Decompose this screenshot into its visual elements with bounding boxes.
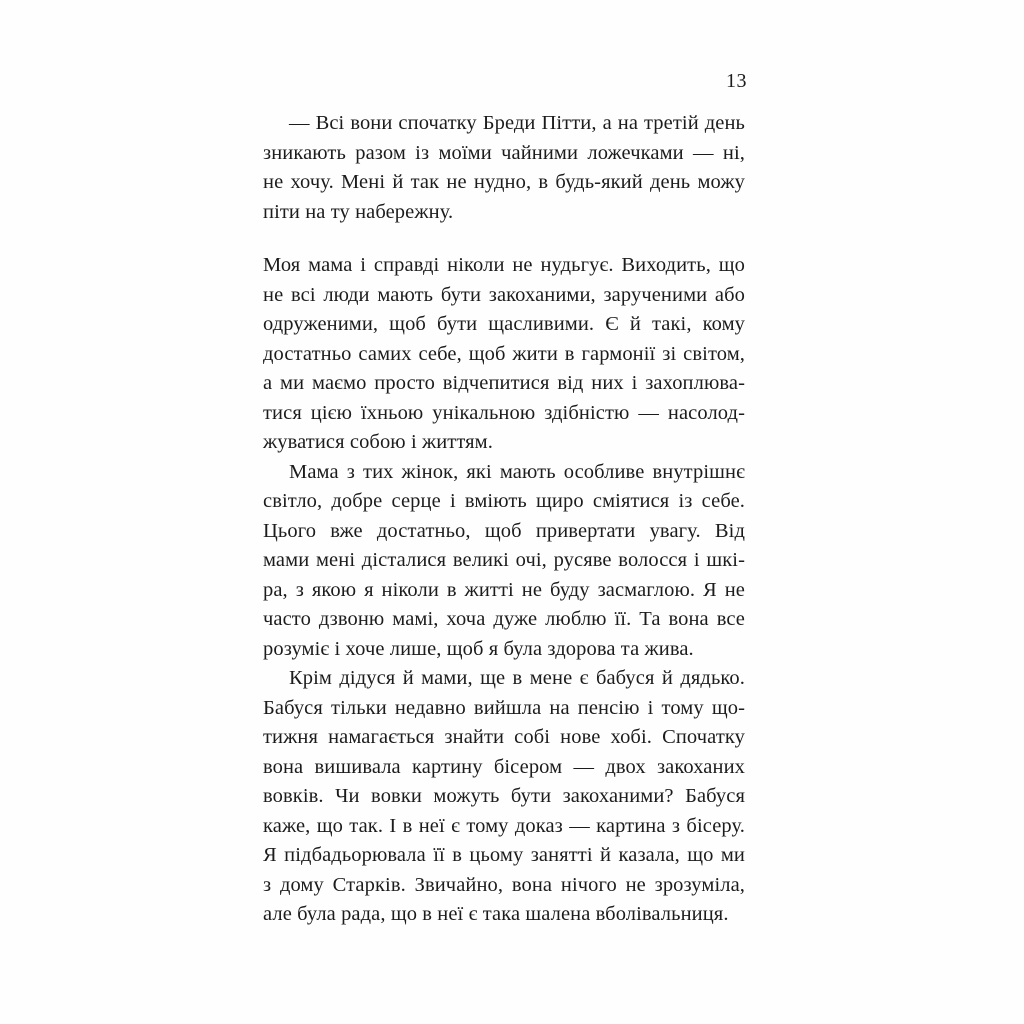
paragraph [263, 664, 745, 930]
text-line: каже, що так. І в неї є тому доказ — картина з бісеру. [263, 814, 745, 837]
text-line: тижня намагається знайти собі нове хобі. Спочатку [263, 726, 745, 748]
text-line: піти на ту набережну. [263, 200, 454, 223]
text-line: не хочу. Мені й так не нудно, в будь-який день можу [263, 171, 745, 193]
text-line: з дому Старків. Звичайно, вона нічого не зрозуміла, [263, 873, 745, 896]
text-column [263, 109, 745, 930]
text-line: Я підбадьорювала її в цьому занятті й казала, що ми [263, 844, 745, 866]
text-line: жуватися собою і життям. [263, 431, 493, 453]
text-line: Крім дідуся й мами, ще в мене є бабуся й дядько. [289, 667, 745, 689]
text-line: Цього вже достатньо, щоб привертати увагу. Від [263, 519, 745, 542]
paragraph [263, 109, 745, 227]
text-line: вовків. Чи вовки можуть бути закоханими? Бабуся [263, 785, 745, 807]
text-line: світло, добре серце і вміють щиро сміятися із себе. [263, 490, 745, 512]
paragraph [263, 458, 745, 665]
text-line: часто дзвоню мамі, хоча дуже люблю її. Та вона все [263, 608, 745, 630]
text-line: розуміє і хоче лише, щоб я була здорова та жива. [263, 637, 694, 660]
paragraph [263, 251, 745, 458]
text-line: не всі люди мають бути закоханими, зарученими або [263, 283, 745, 306]
text-line: ра, з якою я ніколи в житті не буду засмаглою. Я не [263, 578, 745, 601]
text-line: Мама з тих жінок, які мають особливе внутрішнє [289, 460, 745, 483]
text-line: а ми маємо просто відчепитися від них і захоплюва- [263, 372, 745, 394]
text-line: одруженими, щоб бути щасливими. Є й такі, кому [263, 313, 745, 335]
text-line: достатньо самих себе, щоб жити в гармонії зі світом, [263, 342, 745, 365]
text-line: мами мені дісталися великі очі, русяве волосся і шкі- [263, 549, 745, 571]
text-line: — Всі вони спочатку Бреди Пітти, а на третій день [289, 112, 745, 134]
text-line: вона вишивала картину бісером — двох закоханих [263, 755, 745, 778]
text-line: Бабуся тільки недавно вийшла на пенсію і тому що- [263, 696, 745, 719]
text-line: Моя мама і справді ніколи не нудьгує. Виходить, що [263, 254, 745, 276]
text-line: тися цією їхньою унікальною здібністю — насолод- [263, 401, 745, 424]
text-line: але була рада, що в неї є така шалена вболівальниця. [263, 903, 729, 925]
page-number: 13 [726, 70, 747, 92]
text-line: зникають разом із моїми чайними ложечками — ні, [263, 141, 745, 164]
